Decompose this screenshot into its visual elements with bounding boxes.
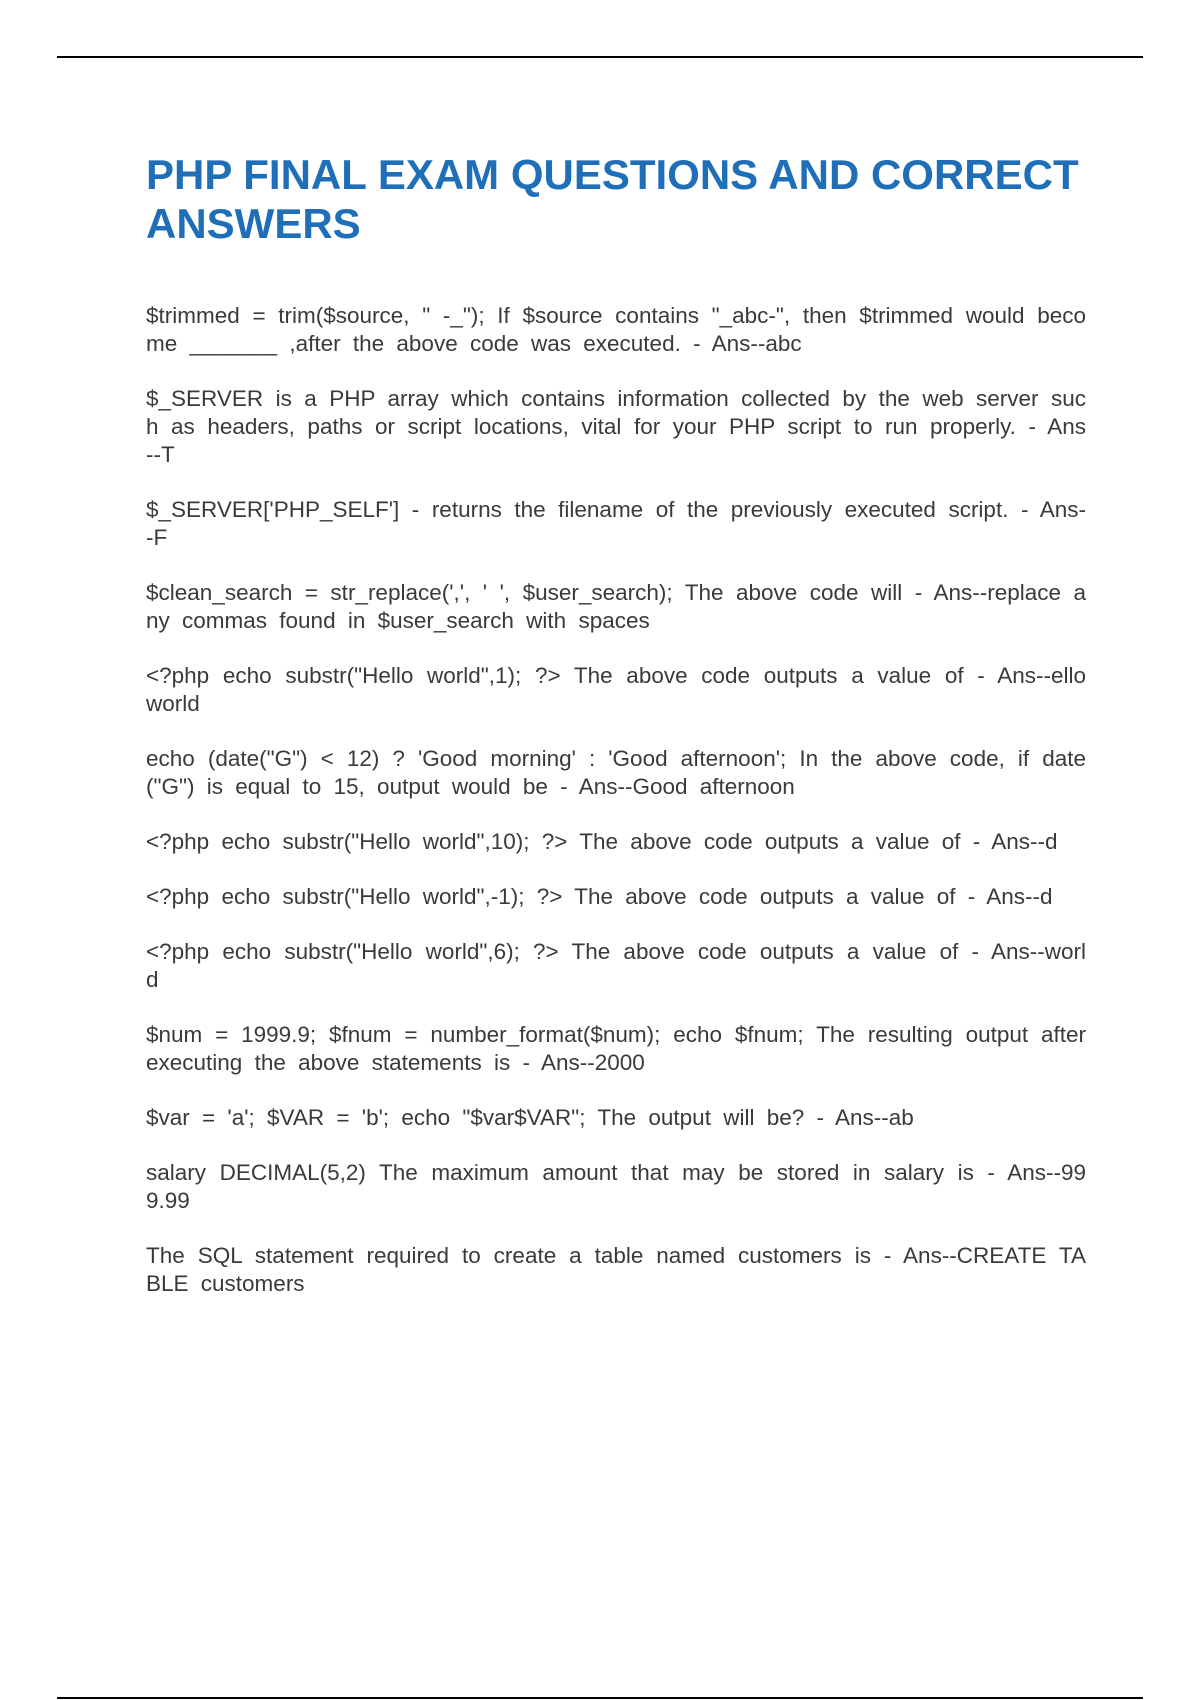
qa-list: [146, 302, 1099, 1298]
document-title: PHP FINAL EXAM QUESTIONS AND CORRECT ANSWERS: [146, 151, 1079, 247]
qa-item-5: <?php echo substr("Hello world",1); ?> The above code outputs a value of - Ans--ello world: [146, 663, 1099, 716]
qa-item-4: $clean_search = str_replace(',', ' ', $user_search); The above code will - Ans--replace any commas found in $user_search with spaces: [146, 580, 1086, 633]
bottom-rule: [57, 1697, 1143, 1699]
qa-item-7: <?php echo substr("Hello world",10); ?> The above code outputs a value of - Ans--d: [146, 829, 1058, 854]
qa-item-11: $var = 'a'; $VAR = 'b'; echo "$var$VAR"; The output will be? - Ans--ab: [146, 1105, 914, 1130]
qa-item-2: $_SERVER is a PHP array which contains information collected by the web server such as headers, paths or script locations, vital for your PHP script to run properly. - Ans--T: [146, 386, 1086, 467]
document-page: [146, 150, 1099, 1325]
qa-item-12: salary DECIMAL(5,2) The maximum amount that may be stored in salary is - Ans--999.99: [146, 1160, 1086, 1213]
qa-item-13: The SQL statement required to create a table named customers is - Ans--CREATE TABLE customers: [146, 1243, 1086, 1296]
qa-item-1: $trimmed = trim($source, " -_"); If $source contains "_abc-", then $trimmed would become _______ ,after the above code was executed. - Ans--abc: [146, 303, 1086, 356]
qa-item-10: $num = 1999.9; $fnum = number_format($num); echo $fnum; The resulting output after executing the above statements is - Ans--2000: [146, 1022, 1099, 1075]
qa-item-6: echo (date("G") < 12) ? 'Good morning' : 'Good afternoon'; In the above code, if date("G") is equal to 15, output would be - Ans--Good afternoon: [146, 746, 1086, 799]
top-rule: [57, 56, 1143, 58]
qa-item-9: <?php echo substr("Hello world",6); ?> The above code outputs a value of - Ans--world: [146, 939, 1086, 992]
qa-item-8: <?php echo substr("Hello world",-1); ?> The above code outputs a value of - Ans--d: [146, 884, 1053, 909]
qa-item-3: $_SERVER['PHP_SELF'] - returns the filename of the previously executed script. - Ans--F: [146, 497, 1086, 550]
